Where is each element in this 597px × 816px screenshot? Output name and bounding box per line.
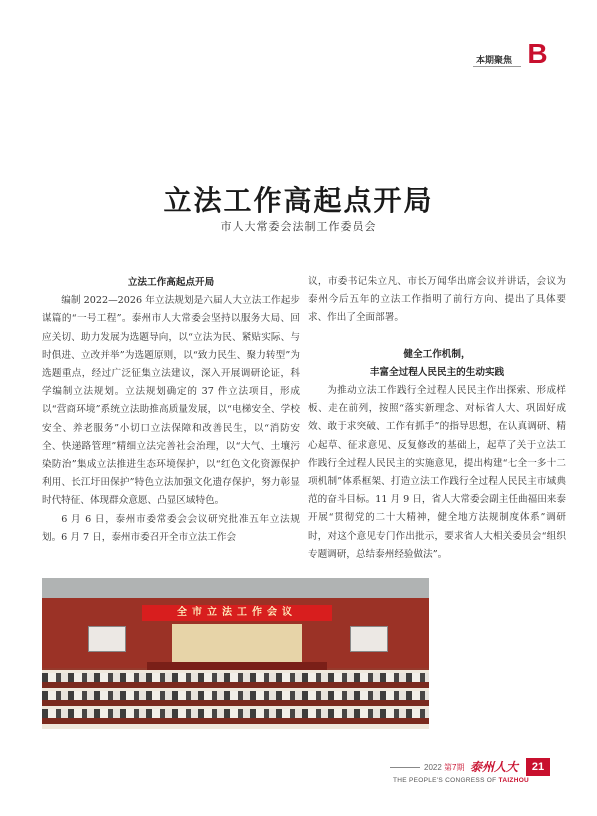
english-name-city: TAIZHOU [498, 777, 530, 784]
photo-desk-row [42, 700, 429, 706]
photo-podium [147, 662, 327, 670]
section-label: 本期聚焦 [476, 55, 513, 65]
right-heading-line2: 丰富全过程人民民主的生动实践 [369, 366, 505, 378]
photo-desk-row [42, 718, 429, 724]
article-byline: 市人大常委会法制工作委员会 [220, 220, 377, 233]
article-title: 立法工作高起点开局 [163, 183, 434, 217]
photo-attendees-row [42, 673, 429, 682]
photo-banner: 全市立法工作会议 [142, 605, 332, 621]
photo-attendees-row [42, 691, 429, 700]
photo-screen-right [350, 626, 388, 652]
footer-rule [390, 767, 420, 768]
photo-attendees-row [42, 709, 429, 718]
english-name-prefix: THE PEOPLE'S CONGRESS OF [393, 777, 499, 784]
english-magazine-name [393, 777, 529, 784]
right-column [308, 273, 566, 564]
issue-info [424, 762, 464, 773]
left-column [42, 274, 300, 547]
page-number [526, 758, 550, 776]
photo-curtain [172, 624, 302, 666]
issue-year: 2022 [424, 763, 442, 772]
photo-desk-row [42, 682, 429, 688]
left-column-heading: 立法工作高起点开局 [127, 277, 215, 288]
magazine-logo: 泰州人大 [470, 760, 519, 774]
photo-screen-left [88, 626, 126, 652]
header-rule [473, 66, 521, 67]
meeting-photo [42, 578, 429, 729]
issue-number: 第7期 [444, 763, 465, 772]
section-badge: B [527, 38, 548, 69]
photo-ceiling [42, 578, 429, 598]
left-paragraph-1: 编制 2022—2026 年立法规划是六届人大立法工作起步谋篇的“一号工程”。泰州市人大常委会坚持以服务大局、回应关切、助力发展为选题导向，以“立法为民、紧贴实际、与时俱进、立改并举”为选题原则，以“致力民生、聚力转型”为选题重点，经过广泛征集立法建议，深入开展调研论证，科学编制立法规划。立法规划确定的 37 件立法项目，形成以“营商环境”系统立法助推高质量发展，以“电梯安全、学校安全、养老服务”小切口立法保障和改善民生，以“消防安全、快递路管理”精细立法完善社会治理，以“大气、土壤污染防治”集成立法推进生态环境保护，以“红色文化资源保护利用、长江圩田保护”特色立法加强文化遗存保护，努力彰显时代特征、体现群众意愿、凸显区域特色。 [42, 295, 300, 507]
right-paragraph-1: 为推动立法工作践行全过程人民民主作出探索、形成样板、走在前列，按照“落实新理念、对标省人大、巩固好成效、敢于求突破、工作有抓手”的指导思想，在认真调研、精心起草、征求意见、反复修改的基础上，起草了关于立法工作践行全过程人民民主的实施意见，提出构建“七全一多十二项机制”体系框架、打造立法工作践行全过程人民民主市域典范的奋斗目标。11 月 9 日，省人大常委会副主任曲福田来泰开展“贯彻党的二十大精神，健全地方法规制度体系”调研时，对这个意见专门作出批示，要求省人大相关委员会“组织专题调研，总结泰州经验做法”。 [308, 385, 566, 560]
page-number-value: 21 [531, 761, 545, 773]
right-continuation: 议，市委书记朱立凡、市长万闻华出席会议并讲话，会议为泰州今后五年的立法工作指明了前行方向、提出了具体要求、作出了全面部署。 [308, 276, 566, 324]
right-heading-line1: 健全工作机制， [403, 348, 471, 360]
left-paragraph-2: 6 月 6 日，泰州市委常委会会议研究批准五年立法规划。6 月 7 日，泰州市委召开全市立法工作会 [42, 513, 300, 543]
